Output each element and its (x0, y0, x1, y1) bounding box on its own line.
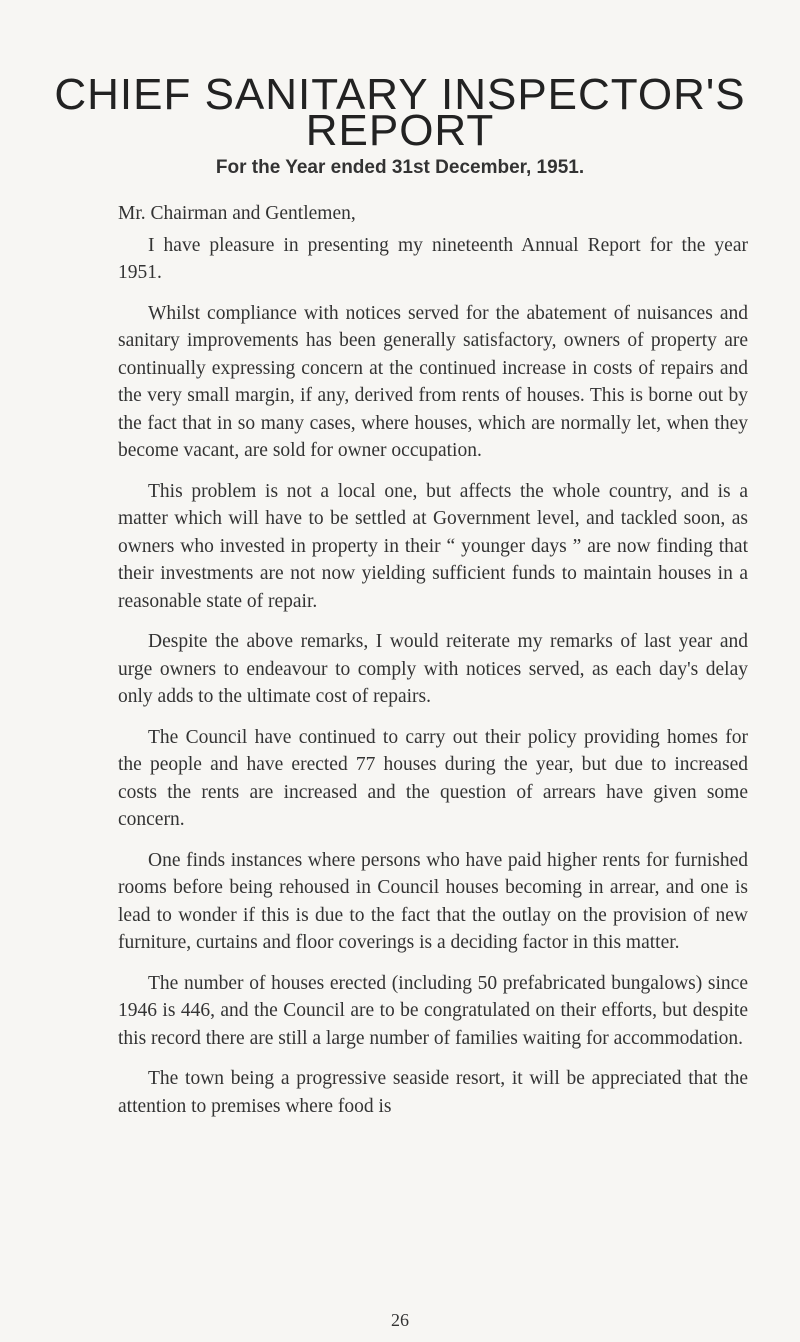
paragraph-6: One finds instances where persons who have paid higher rents for furnished rooms before being rehoused in Council houses becoming in arrear, and one is lead to wonder if this is due to the fact that the outlay on the provision of new furniture, curtains and floor coverings is a deciding factor in this matter. (118, 849, 748, 953)
report-title-line-1: CHIEF SANITARY INSPECTOR'S (54, 70, 746, 119)
report-body (118, 200, 748, 1133)
salutation: Mr. Chairman and Gentlemen, (118, 203, 356, 224)
report-title-line-2: REPORT (305, 106, 495, 155)
paragraph-2: Whilst compliance with notices served for the abatement of nuisances and sanitary improvements has been generally satisfactory, owners of property are continually expressing concern at the continued increase in costs of repairs and the very small margin, if any, derived from rents of houses. This is borne out by the fact that in so many cases, where houses, which are normally let, when they become vacant, are sold for owner occupation. (118, 302, 748, 461)
paragraph-4: Despite the above remarks, I would reiterate my remarks of last year and urge owners to endeavour to comply with notices served, as each day's delay only adds to the ultimate cost of repairs. (118, 631, 748, 707)
paragraph-1: I have pleasure in presenting my nineteenth Annual Report for the year 1951. (118, 234, 748, 283)
paragraph-3: This problem is not a local one, but affects the whole country, and is a matter which will have to be settled at Government level, and tackled soon, as owners who invested in property in their “ younger days ” are now finding that their investments are not now yielding sufficient funds to maintain houses in a reasonable state of repair. (118, 480, 748, 612)
report-subtitle: For the Year ended 31st December, 1951. (215, 157, 585, 178)
paragraph-5: The Council have continued to carry out their policy providing homes for the people and have erected 77 houses during the year, but due to increased costs the rents are increased and the question of arrears have given some concern. (118, 726, 748, 830)
paragraph-8: The town being a progressive seaside resort, it will be appreciated that the attention to premises where food is (118, 1068, 748, 1117)
page-number: 26 (391, 1310, 409, 1330)
paragraph-7: The number of houses erected (including 50 prefabricated bungalows) since 1946 is 446, and the Council are to be congratulated on their efforts, but despite this record there are still a large number of families waiting for accommodation. (118, 972, 748, 1049)
